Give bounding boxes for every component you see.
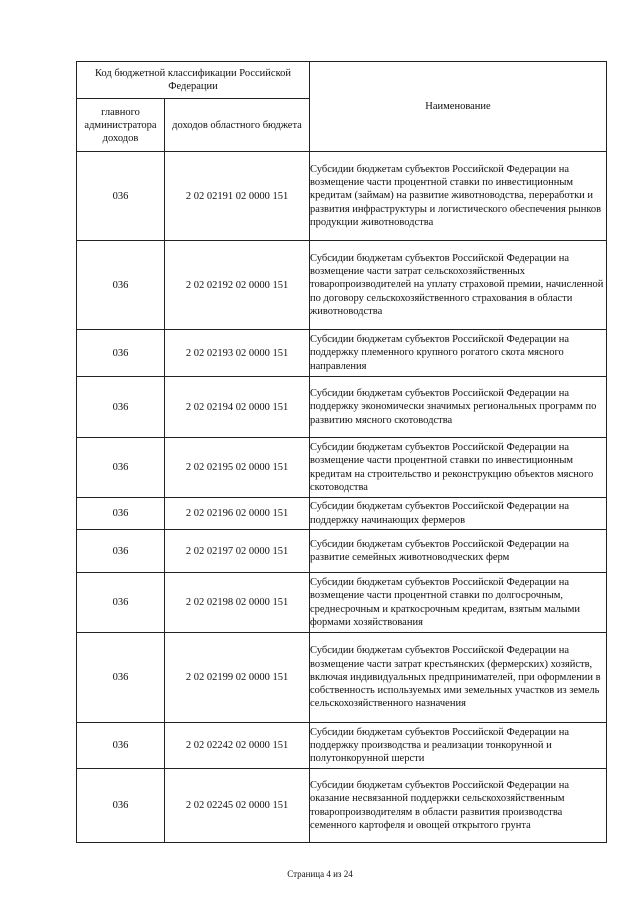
admin-code-cell: 036 [77, 377, 165, 438]
table-row [77, 152, 607, 241]
income-code-cell: 2 02 02199 02 0000 151 [165, 633, 310, 723]
income-code-cell: 2 02 02191 02 0000 151 [165, 152, 310, 241]
page-number: Страница 4 из 24 [287, 869, 353, 879]
table-row [77, 573, 607, 633]
table-row [77, 723, 607, 769]
admin-code-cell: 036 [77, 438, 165, 498]
table-row [77, 438, 607, 498]
table-row [77, 769, 607, 843]
name-cell: Субсидии бюджетам субъектов Российской Федерации на оказание несвязанной поддержки сельскохозяйственным товаропроизводителям в области развития производства семенного картофеля и овощей открытого грунта [310, 769, 607, 843]
header-admin: главного администратора доходов [77, 99, 165, 152]
table-row [77, 633, 607, 723]
name-cell: Субсидии бюджетам субъектов Российской Федерации на поддержку начинающих фермеров [310, 498, 607, 530]
income-code-cell: 2 02 02194 02 0000 151 [165, 377, 310, 438]
income-code-cell: 2 02 02198 02 0000 151 [165, 573, 310, 633]
table-row [77, 241, 607, 330]
income-code-cell: 2 02 02193 02 0000 151 [165, 330, 310, 377]
name-cell: Субсидии бюджетам субъектов Российской Федерации на возмещение части процентной ставки по инвестиционным кредитам (займам) на развитие животноводства, переработки и развития инфраструктуры и логистического обеспечения рынков продукции животноводства [310, 152, 607, 241]
admin-code-cell: 036 [77, 769, 165, 843]
budget-classification-table [76, 61, 607, 843]
header-income: доходов областного бюджета [165, 99, 310, 152]
name-cell: Субсидии бюджетам субъектов Российской Федерации на развитие семейных животноводческих ферм [310, 530, 607, 573]
admin-code-cell: 036 [77, 633, 165, 723]
name-cell: Субсидии бюджетам субъектов Российской Федерации на возмещение части процентной ставки по долгосрочным, среднесрочным и краткосрочным кредитам, взятым малыми формами хозяйствования [310, 573, 607, 633]
name-cell: Субсидии бюджетам субъектов Российской Федерации на поддержку экономически значимых региональных программ по развитию мясного скотоводства [310, 377, 607, 438]
table-row [77, 530, 607, 573]
income-code-cell: 2 02 02192 02 0000 151 [165, 241, 310, 330]
table-row [77, 377, 607, 438]
admin-code-cell: 036 [77, 723, 165, 769]
income-code-cell: 2 02 02242 02 0000 151 [165, 723, 310, 769]
table-row [77, 498, 607, 530]
admin-code-cell: 036 [77, 573, 165, 633]
name-cell: Субсидии бюджетам субъектов Российской Федерации на возмещение части затрат сельскохозяйственных товаропроизводителей на уплату страховой премии, начисленной по договору сельскохозяйственного страхования в области животноводства [310, 241, 607, 330]
header-name: Наименование [310, 62, 607, 152]
name-cell: Субсидии бюджетам субъектов Российской Федерации на возмещение части процентной ставки по инвестиционным кредитам на строительство и реконструкцию объектов мясного скотоводства [310, 438, 607, 498]
name-cell: Субсидии бюджетам субъектов Российской Федерации на поддержку племенного крупного рогатого скота мясного направления [310, 330, 607, 377]
admin-code-cell: 036 [77, 498, 165, 530]
name-cell: Субсидии бюджетам субъектов Российской Федерации на поддержку производства и реализации тонкорунной и полутонкорунной шерсти [310, 723, 607, 769]
admin-code-cell: 036 [77, 330, 165, 377]
admin-code-cell: 036 [77, 152, 165, 241]
admin-code-cell: 036 [77, 530, 165, 573]
income-code-cell: 2 02 02245 02 0000 151 [165, 769, 310, 843]
header-group-code: Код бюджетной классификации Российской Федерации [77, 62, 310, 99]
income-code-cell: 2 02 02195 02 0000 151 [165, 438, 310, 498]
admin-code-cell: 036 [77, 241, 165, 330]
header-row-1 [77, 62, 607, 99]
income-code-cell: 2 02 02197 02 0000 151 [165, 530, 310, 573]
income-code-cell: 2 02 02196 02 0000 151 [165, 498, 310, 530]
name-cell: Субсидии бюджетам субъектов Российской Федерации на возмещение части затрат крестьянских (фермерских) хозяйств, включая индивидуальных предпринимателей, при оформлении в собственность используемых ими земельных участков из земель сельскохозяйственного назначения [310, 633, 607, 723]
table-row [77, 330, 607, 377]
